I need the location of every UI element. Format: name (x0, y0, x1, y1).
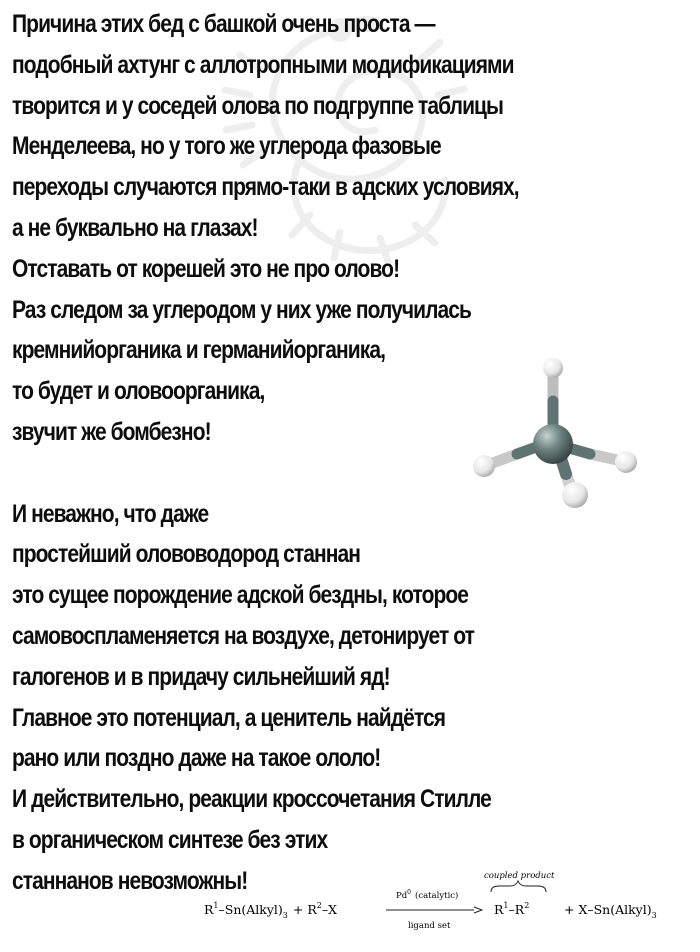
svg-text:coupled product: coupled product (484, 871, 555, 881)
svg-text:+ X–Sn(Alkyl)3: + $X-Sn(Alkyl)_3$ (564, 902, 657, 920)
stille-reaction-equation (190, 866, 690, 936)
text-line: И неважно, что даже (12, 499, 209, 528)
text-line: в органическом синтезе без этих (12, 825, 328, 854)
text-line: самовоспламеняется на воздухе, детонирует от (12, 621, 475, 650)
text-line: это сущее порождение адской бездны, которое (12, 581, 469, 610)
svg-text:ligand set: ligand set (408, 921, 451, 931)
text-line: простейший олововодород станнан (12, 540, 361, 569)
text-line: галогенов и в придачу сильнейший яд! (12, 662, 390, 691)
text-line: то будет и оловоорганика, (12, 377, 265, 406)
text-line: рано или поздно даже на такое ололо! (12, 744, 381, 773)
svg-text:Pd0(catalytic): Pd$^0$ (catalytic) (396, 889, 459, 901)
text-line: Раз следом за углеродом у них уже получилась (12, 295, 472, 324)
text-line: а не буквально на глазах! (12, 213, 258, 242)
text-line: творится и у соседей олова по подгруппе таблицы (12, 91, 504, 120)
text-line: кремнийорганика и германийорганика, (12, 336, 385, 365)
text-line: подобный ахтунг с аллотропными модификациями (12, 50, 514, 79)
text-line: станнанов невозможны! (12, 866, 248, 895)
svg-text:R1–R2: $R^1-R^2$ (494, 901, 530, 917)
text-line: переходы случаются прямо-таки в адских условиях, (12, 173, 519, 202)
text-line: Главное это потенциал, а ценитель найдётся (12, 703, 446, 732)
product-brace (491, 881, 546, 892)
text-line: Менделеева, но у того же углерода фазовые (12, 132, 441, 161)
text-line: Причина этих бед с башкой очень проста — (12, 10, 435, 38)
text-line: И действительно, реакции кроссочетания Стилле (12, 785, 491, 814)
reaction-arrow (386, 889, 482, 931)
stannane-molecule-image (462, 346, 642, 516)
text-line: звучит же бомбезно! (12, 417, 211, 446)
svg-text:R1–Sn(Alkyl)3+ R2–X: $R^1-Sn(Alkyl)_3 + R^2-X$ (204, 901, 337, 920)
text-line: Отставать от корешей это не про олово! (12, 254, 400, 283)
